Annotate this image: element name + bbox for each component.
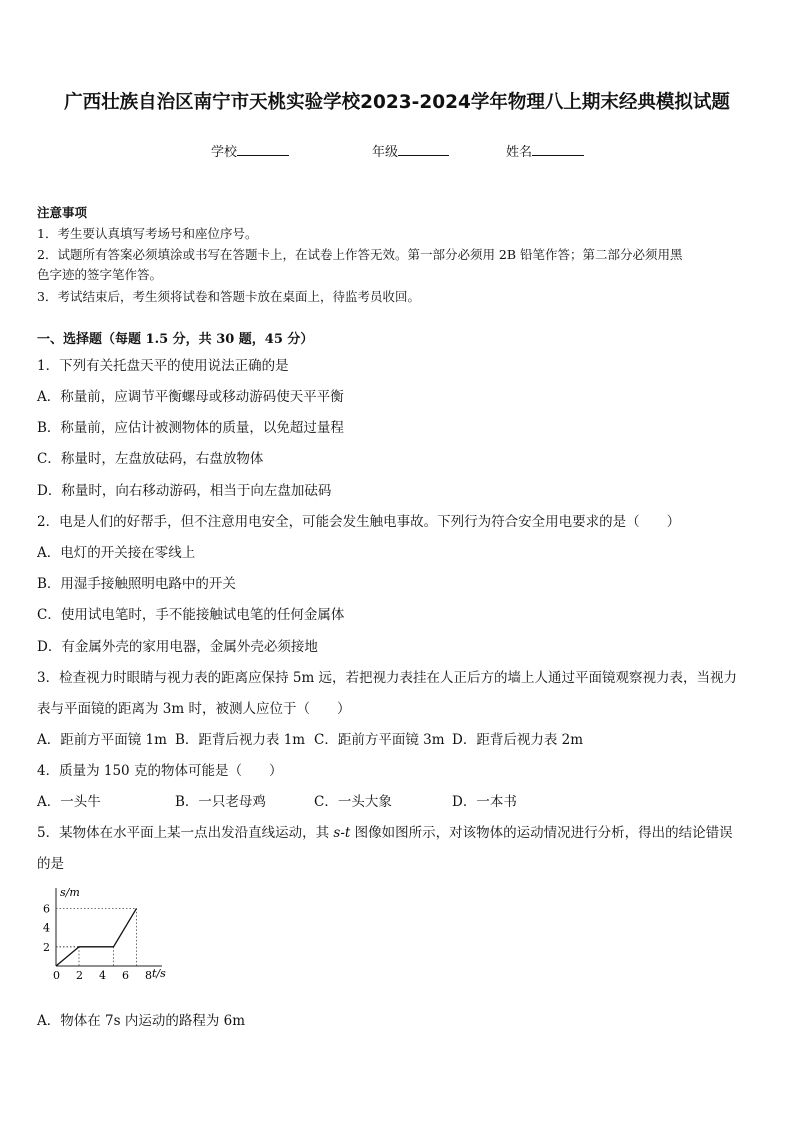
option-b: B．一只老母鸡 (175, 794, 266, 810)
section-heading: 一、选择题（每题 1.5 分，共 30 题，45 分） (37, 332, 314, 347)
school-field (211, 141, 289, 160)
x-tick-label-0: 0 (53, 969, 60, 982)
notice-item-2-cont: 色字迹的签字笔作答。 (37, 267, 163, 282)
school-blank[interactable] (237, 142, 289, 156)
x-axis-label: t/s (152, 967, 166, 980)
grade-blank[interactable] (398, 142, 449, 156)
stem-part-2: 图像如图所示，对该物体的运动情况进行分析，得出的结论错误 (350, 825, 733, 841)
question-stem-cont: 的是 (37, 856, 64, 872)
option-c: C．一头大象 (314, 794, 392, 810)
notice-heading: 注意事项 (37, 205, 88, 220)
y-axis-label: s/m (60, 886, 80, 899)
option-d: D．有金属外壳的家用电器，金属外壳必须接地 (37, 639, 318, 655)
option-b: B．用湿手接触照明电路中的开关 (37, 576, 236, 592)
x-tick-label-3: 6 (122, 969, 129, 982)
option-a: A．一头牛 (37, 794, 101, 810)
option-a: A．称量前，应调节平衡螺母或移动游码使天平平衡 (37, 389, 344, 405)
name-label: 姓名 (506, 145, 533, 160)
option-d: D．距背后视力表 2m (452, 732, 584, 748)
option-a: A．电灯的开关接在零线上 (37, 545, 196, 561)
question-stem: 2．电是人们的好帮手，但不注意用电安全，可能会发生触电事故。下列行为符合安全用电要求的是（ ） (37, 514, 681, 530)
option-b: B．距背后视力表 1m (175, 732, 306, 748)
stem-part-1: 5．某物体在水平面上某一点出发沿直线运动，其 (37, 825, 334, 841)
y-tick-label-2: 6 (43, 902, 50, 916)
question-stem: 4．质量为 150 克的物体可能是（ ） (37, 763, 283, 779)
option-c: C．称量时，左盘放砝码，右盘放物体 (37, 451, 264, 467)
x-tick-label-2: 4 (99, 969, 106, 982)
notice-item-2: 2．试题所有答案必须填涂或书写在答题卡上，在试卷上作答无效。第一部分必须用 2B 铅笔作答；第二部分必须用黑 (37, 247, 683, 262)
grade-label: 年级 (372, 145, 399, 160)
student-info-row (0, 141, 794, 161)
series-line (56, 908, 137, 966)
question-stem (37, 821, 733, 841)
school-label: 学校 (211, 145, 238, 160)
x-tick-label-4: 8 (145, 969, 152, 982)
notice-item-3: 3．考试结束后，考生须将试卷和答题卡放在桌面上，待监考员收回。 (37, 289, 420, 304)
option-a: A．物体在 7s 内运动的路程为 6m (37, 1013, 246, 1029)
grade-field (372, 141, 449, 160)
y-tick-label-1: 4 (43, 921, 50, 935)
option-c: C．使用试电笔时，手不能接触试电笔的任何金属体 (37, 607, 345, 623)
name-blank[interactable] (532, 142, 584, 156)
y-tick-label-0: 2 (43, 940, 50, 954)
exam-title: 广西壮族自治区南宁市天桃实验学校2023-2024学年物理八上期末经典模拟试题 (64, 92, 730, 113)
question-stem: 1．下列有关托盘天平的使用说法正确的是 (37, 358, 289, 374)
stem-variable: s-t (333, 825, 351, 841)
option-d: D．称量时，向右移动游码，相当于向左盘加砝码 (37, 483, 332, 499)
notice-item-1: 1．考生要认真填写考场号和座位序号。 (37, 226, 258, 241)
question-stem: 3．检查视力时眼睛与视力表的距离应保持 5m 远，若把视力表挂在人正后方的墙上人通过平面镜观察视力表，当视力 (37, 670, 738, 686)
option-b: B．称量前，应估计被测物体的质量，以免超过量程 (37, 420, 344, 436)
option-d: D．一本书 (452, 794, 517, 810)
option-a: A．距前方平面镜 1m (37, 732, 167, 748)
x-tick-label-1: 2 (76, 969, 83, 982)
question-stem-cont: 表与平面镜的距离为 3m 时，被测人应位于（ ） (37, 701, 351, 717)
st-graph (38, 884, 188, 992)
option-c: C．距前方平面镜 3m (314, 732, 445, 748)
name-field (506, 141, 584, 160)
